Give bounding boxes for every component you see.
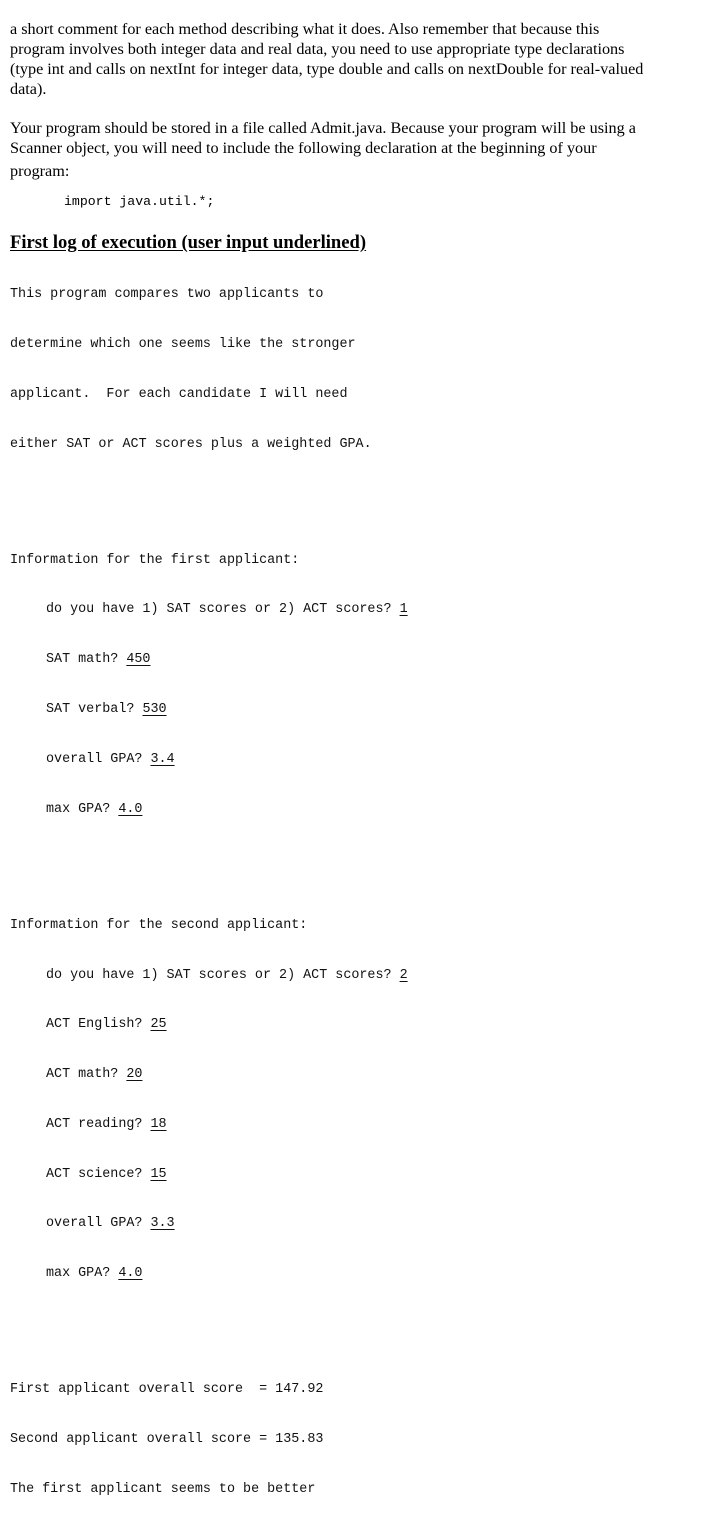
log-prompt-line (10, 652, 408, 669)
user-input: 3.4 (150, 751, 175, 767)
applicant1-header: Information for the first applicant: (10, 552, 300, 568)
log-intro-line: This program compares two applicants to (10, 287, 324, 303)
prompt-text: max GPA? (46, 801, 119, 817)
log-intro-line: determine which one seems like the stronger (10, 336, 356, 352)
prompt-text: overall GPA? (46, 1216, 151, 1232)
paragraph-line: program involves both integer data and real data, you need to use appropriate type declarations (10, 40, 625, 58)
log-prompt-line (10, 1266, 408, 1283)
blank-line (10, 851, 408, 868)
prompt-text: overall GPA? (46, 751, 151, 767)
user-input: 450 (126, 652, 151, 668)
prompt-text: ACT English? (46, 1017, 151, 1033)
execution-log-heading: First log of execution (user input underlined) (10, 232, 367, 253)
log-prompt-line (10, 1017, 408, 1034)
user-input: 1 (399, 602, 408, 618)
execution-log (10, 254, 408, 1532)
prompt-text: SAT verbal? (46, 702, 143, 718)
prompt-text: do you have 1) SAT scores or 2) ACT scores? (46, 967, 400, 983)
user-input: 15 (150, 1166, 167, 1182)
log-prompt-line (10, 702, 408, 719)
user-input: 4.0 (118, 801, 143, 817)
log-prompt-line (10, 1067, 408, 1084)
prompt-text: ACT science? (46, 1166, 151, 1182)
prompt-text: ACT math? (46, 1067, 127, 1083)
paragraph-line: a short comment for each method describing what it does. Also remember that because this (10, 20, 600, 38)
log-intro-line: applicant. For each candidate I will need (10, 386, 348, 402)
log-prompt-line (10, 968, 408, 985)
paragraph-line: Your program should be stored in a file called Admit.java. Because your program will be using a (10, 119, 636, 137)
user-input: 3.3 (150, 1216, 175, 1232)
paragraph-line: (type int and calls on nextInt for integer data, type double and calls on nextDouble for real-valued (10, 60, 644, 78)
user-input: 2 (399, 967, 408, 983)
log-intro-line: either SAT or ACT scores plus a weighted GPA. (10, 436, 372, 452)
prompt-text: SAT math? (46, 652, 127, 668)
applicant2-header: Information for the second applicant: (10, 917, 308, 933)
result-line: First applicant overall score = 147.92 (10, 1382, 324, 1398)
user-input: 20 (126, 1067, 143, 1083)
user-input: 25 (150, 1017, 167, 1033)
log-prompt-line (10, 1216, 408, 1233)
log-prompt-line (10, 1167, 408, 1184)
blank-line (10, 1316, 408, 1333)
prompt-text: max GPA? (46, 1266, 119, 1282)
method-comment-paragraph (10, 19, 710, 99)
import-code-line: import java.util.*; (64, 194, 215, 209)
log-prompt-line (10, 802, 408, 819)
log-prompt-line (10, 752, 408, 769)
result-line: The first applicant seems to be better (10, 1481, 316, 1497)
prompt-text: do you have 1) SAT scores or 2) ACT scores? (46, 602, 400, 618)
file-name-paragraph (10, 118, 710, 181)
prompt-text: ACT reading? (46, 1116, 151, 1132)
log-prompt-line (10, 602, 408, 619)
user-input: 530 (142, 702, 167, 718)
blank-line (10, 486, 408, 503)
log-prompt-line (10, 1117, 408, 1134)
user-input: 18 (150, 1116, 167, 1132)
paragraph-line: Scanner object, you will need to include the following declaration at the beginning of your (10, 139, 597, 157)
user-input: 4.0 (118, 1266, 143, 1282)
paragraph-line: program: (10, 162, 70, 180)
paragraph-line: data). (10, 80, 47, 98)
result-line: Second applicant overall score = 135.83 (10, 1432, 324, 1448)
